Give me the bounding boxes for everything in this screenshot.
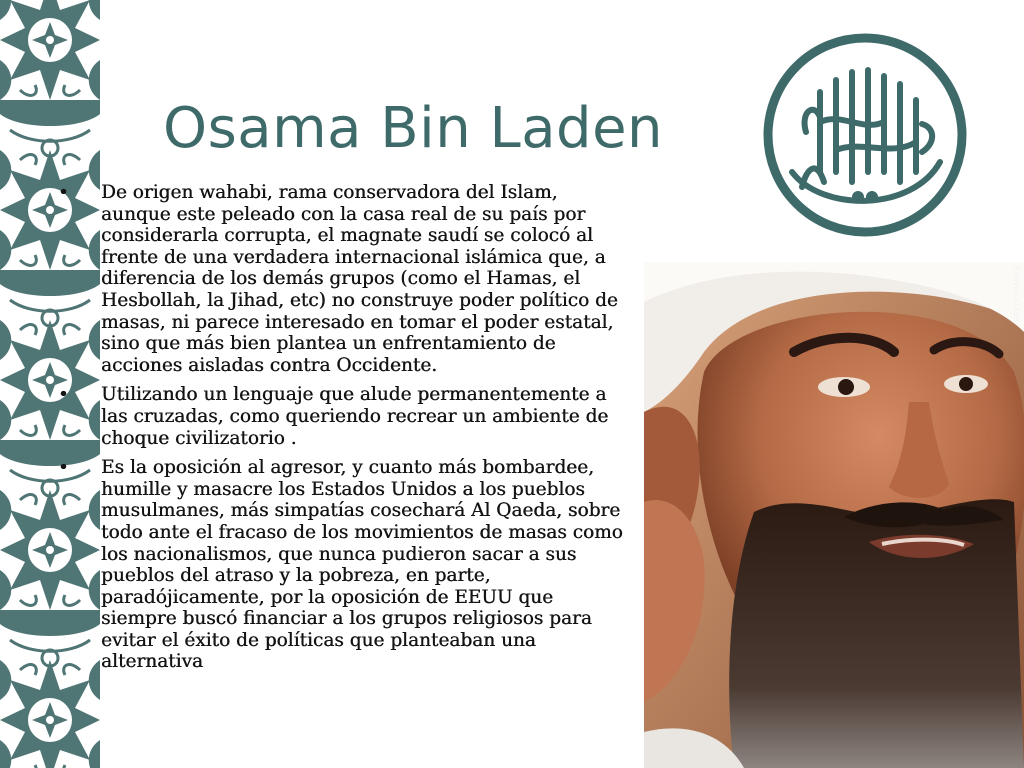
bullet-list: [58, 182, 628, 681]
portrait-photo: [644, 262, 1024, 768]
slide-title: Osama Bin Laden: [163, 96, 664, 161]
photo-credit: GETTY IMAGES: [1013, 266, 1021, 322]
list-item: [58, 182, 628, 376]
bullet-icon: •: [58, 182, 69, 203]
calligraphy-seal-icon: [762, 32, 968, 238]
bullet-icon: •: [58, 457, 69, 479]
list-item: [58, 457, 628, 673]
bullet-text: De origen wahabi, rama conservadora del Islam, aunque este peleado con la casa real de su país por considerarla corrupta, el magnate saudí se colocó al frente de una verdadera internacional islámica que, a diferencia de los demás grupos (como el Hamas, el Hesbollah, la Jihad, etc) no construye poder político de masas, ni parece interesado en tomar el poder estatal, sino que más bien plantea un enfrentamiento de acciones aisladas contra Occidente.: [101, 182, 618, 376]
list-item: [58, 384, 628, 449]
bullet-text: Es la oposición al agresor, y cuanto más bombardee, humille y masacre los Estados Unidos a los pueblos musulmanes, más simpatías cosechará Al Qaeda, sobre todo ante el fracaso de los movimientos de masas como los nacionalismos, que nunca pudieron sacar a sus pueblos del atraso y la pobreza, en parte, paradójicamente, por la oposición de EEUU que siempre buscó financiar a los grupos religiosos para evitar el éxito de políticas que planteaban una alternativa: [101, 457, 623, 673]
bullet-icon: •: [58, 384, 69, 406]
bullet-text: Utilizando un lenguaje que alude permanentemente a las cruzadas, como queriendo recrear un ambiente de choque civilizatorio .: [101, 384, 609, 449]
